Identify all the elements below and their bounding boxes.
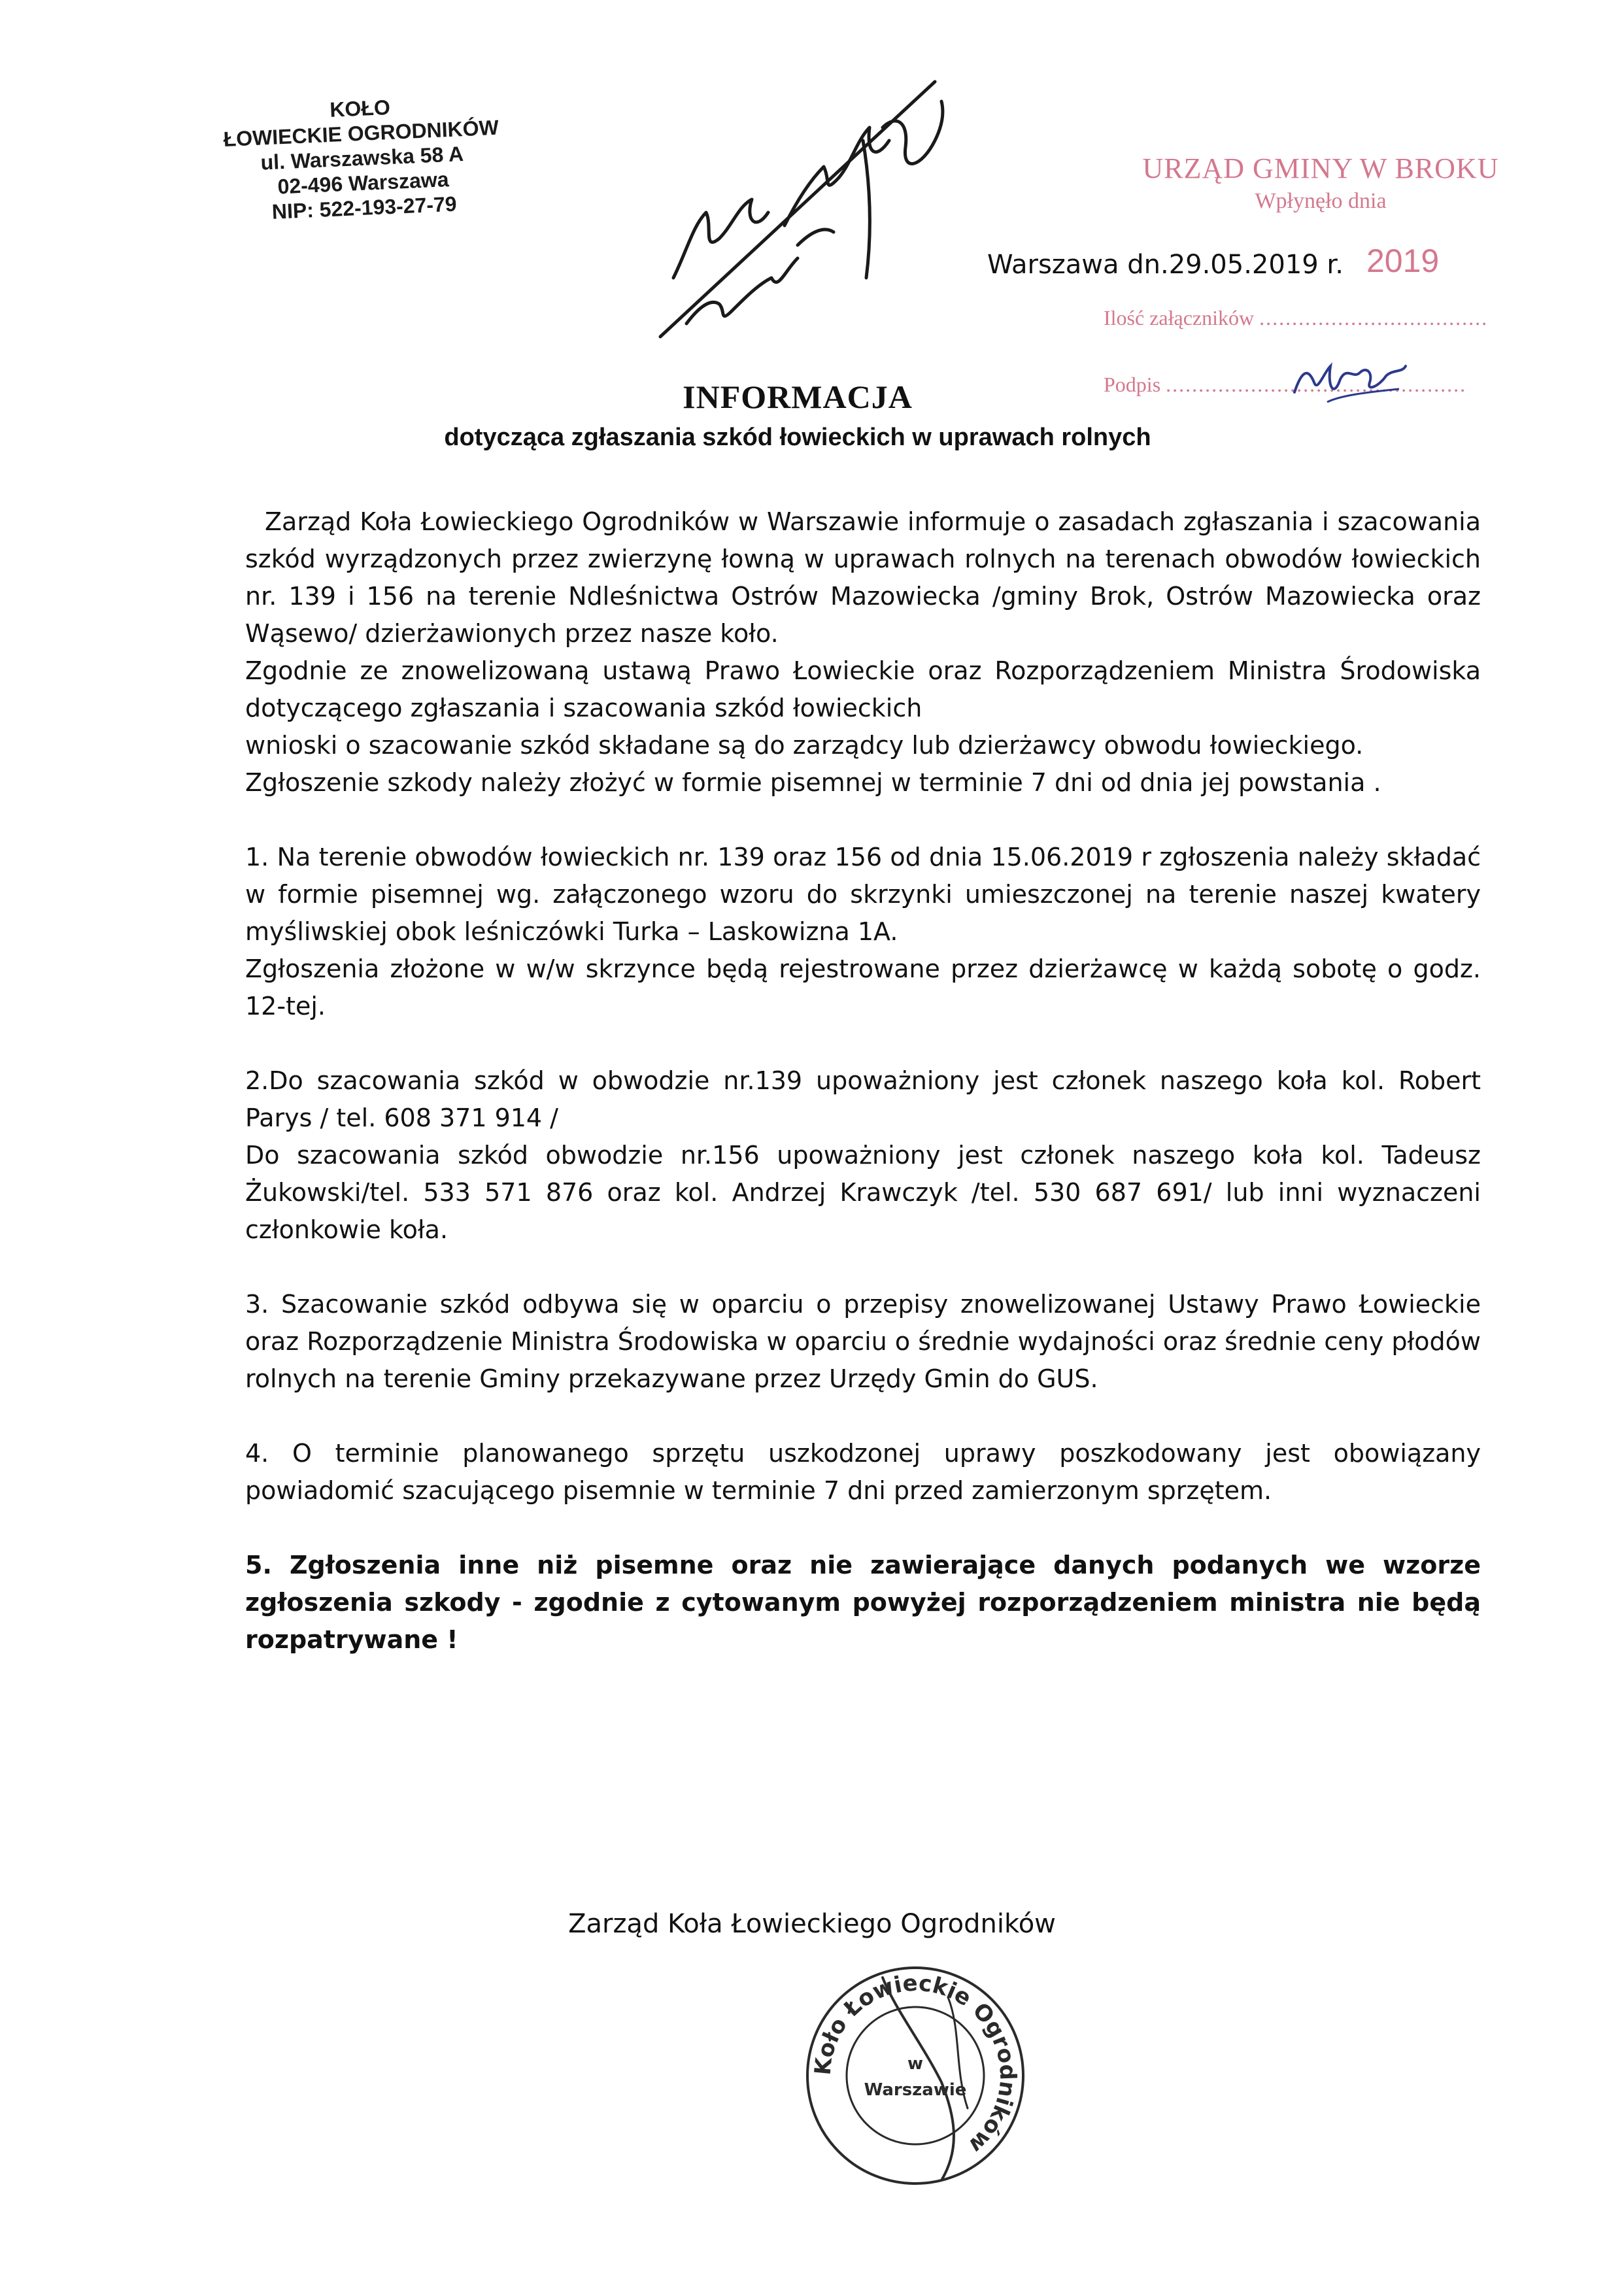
closing-signature-line: Zarząd Koła Łowieckiego Ogrodników (568, 1909, 1056, 1939)
attachments-dots: ................................... (1259, 306, 1489, 329)
sender-stamp (163, 88, 561, 229)
point-5-text: 5. Zgłoszenia inne niż pisemne oraz nie zawierające danych podanych we wzorze zgłoszenia szkody - zgodnie z cytowanym powyżej rozporządzeniem ministra nie będą rozpatrywane ! (245, 1551, 1481, 1654)
place-and-date: Warszawa dn.29.05.2019 r. (987, 250, 1344, 280)
sender-line-4: 02-496 Warszawa (277, 167, 450, 199)
point-1-text: 1. Na terenie obwodów łowieckich nr. 139 oraz 156 od dnia 15.06.2019 r zgłoszenia należy składać w formie pisemnej wg. załączonego wzoru do skrzynki umieszczonej na terenie naszej kwatery myśliwskiej obok leśniczówki Turka – Laskowizna 1A. (245, 843, 1481, 946)
attachments-label: Ilość załączników (1104, 306, 1255, 329)
document-title: INFORMACJA (683, 379, 913, 415)
document-body (245, 503, 1481, 1659)
intro-paragraph-2: Zgodnie ze znowelizowaną ustawą Prawo Łowieckie oraz Rozporządzeniem Ministra Środowiska dotyczącego zgłaszania i szacowania szkód łowieckich (245, 656, 1481, 722)
point-4-text: 4. O terminie planowanego sprzętu uszkodzonej uprawy poszkodowany jest obowiązany powiadomić szacującego pisemnie w terminie 7 dni przed zamierzonym sprzętem. (245, 1439, 1481, 1505)
signature-dots: .............................................. (1166, 373, 1467, 396)
office-name: URZĄD GMINY W BROKU (1142, 152, 1499, 184)
point-2-obwod-139: 2.Do szacowania szkód w obwodzie nr.139 upoważniony jest członek naszego koła kol. Robert Parys / tel. 608 371 914 / (245, 1066, 1481, 1132)
document-subtitle: dotycząca zgłaszania szkód łowieckich w uprawach rolnych (444, 424, 1151, 451)
point-3-text: 3. Szacowanie szkód odbywa się w oparciu o przepisy znowelizowanej Ustawy Prawo Łowieckie oraz Rozporządzenie Ministra Środowiska w oparciu o średnie wydajności oraz średnie ceny płodów rolnych na terenie Gminy przekazywane przez Urzędy Gmin do GUS. (245, 1290, 1481, 1393)
sender-line-1: KOŁO (329, 95, 391, 122)
seal-ring-text: Koło Łowieckie Ogrodników (809, 1970, 1021, 2159)
sender-line-2: ŁOWIECKIE OGRODNIKÓW (222, 115, 499, 152)
intro-paragraph-1: Zarząd Koła Łowieckiego Ogrodników w Warszawie informuje o zasadach zgłaszania i szacowania szkód wyrządzonych przez zwierzynę łowną w uprawach rolnych na terenach obwodów łowieckich nr. 139 i 156 na terenie Ndleśnictwa Ostrów Mazowiecka /gminy Brok, Ostrów Mazowiecka oraz Wąsewo/ dzierżawionych przez nasze koło. (245, 507, 1481, 648)
signature-label: Podpis (1104, 373, 1161, 396)
attachments-field (1104, 306, 1488, 330)
round-seal-stamp (791, 1951, 1040, 2200)
received-label: Wpłynęło dnia (1255, 189, 1387, 213)
seal-center-top: w (907, 2054, 924, 2074)
seal-center-bottom: Warszawie (864, 2080, 967, 2100)
point-1-registration: Zgłoszenia złożone w w/w skrzynce będą rejestrowane przez dzierżawcę w każdą sobotę o godz. 12-tej. (245, 954, 1481, 1020)
office-stamp-date: 2019 (1366, 243, 1440, 279)
point-2-obwod-156: Do szacowania szkód obwodzie nr.156 upoważniony jest członek naszego koła kol. Tadeusz Żukowski/tel. 533 571 876 oraz kol. Andrzej Krawczyk /tel. 530 687 691/ lub inni wyznaczeni członkowie koła. (245, 1141, 1481, 1244)
sender-line-3: ul. Warszawska 58 A (260, 142, 464, 175)
sender-line-5: NIP: 522-193-27-79 (271, 192, 458, 224)
handwritten-signature-top (647, 62, 955, 350)
intro-paragraph-4: Zgłoszenie szkody należy złożyć w formie pisemnej w terminie 7 dni od dnia jej powstania . (245, 768, 1381, 797)
intro-paragraph-3: wnioski o szacowanie szkód składane są do zarządcy lub dzierżawcy obwodu łowieckiego. (245, 731, 1364, 760)
